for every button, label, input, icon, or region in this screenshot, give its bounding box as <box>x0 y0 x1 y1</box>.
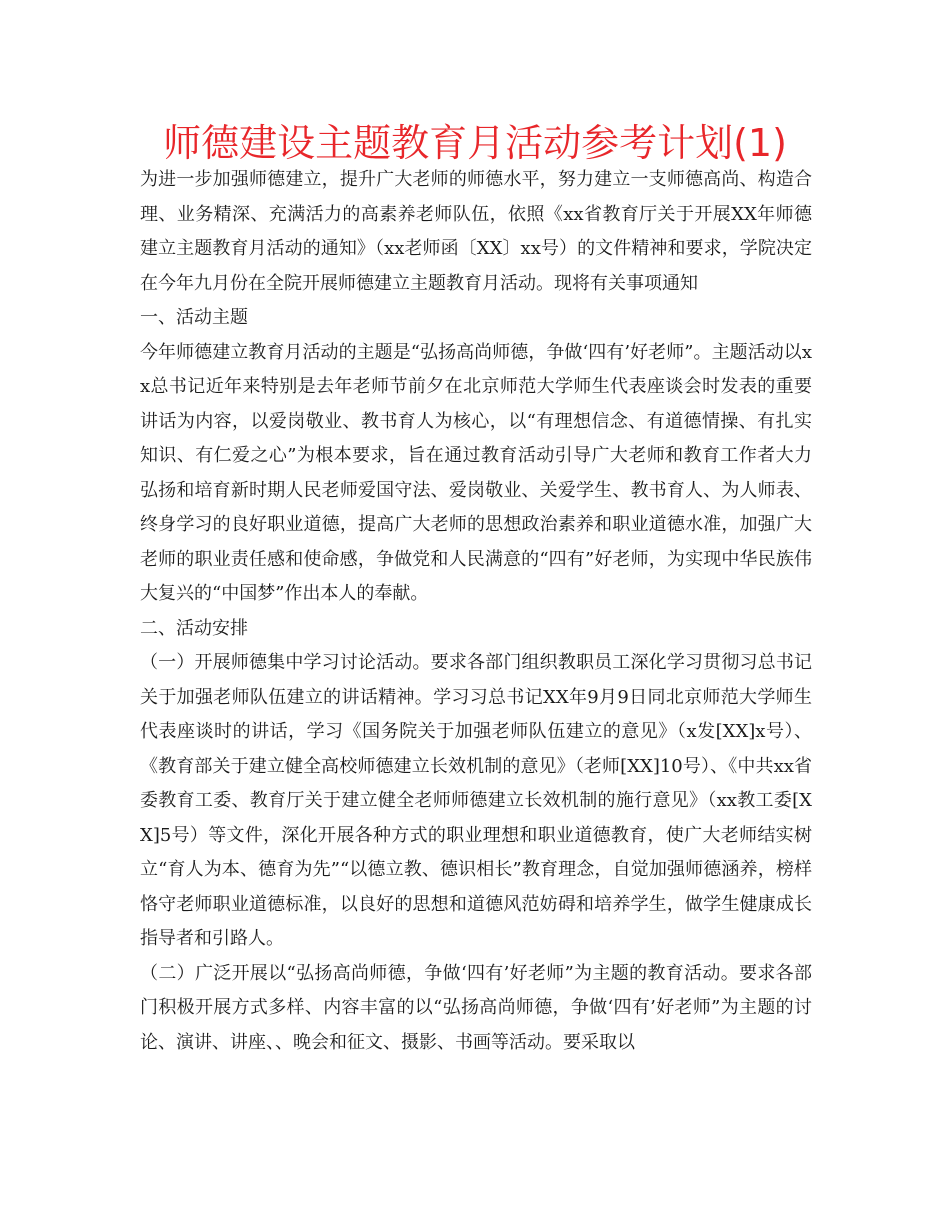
intro-paragraph: 为进一步加强师德建立，提升广大老师的师德水平，努力建立一支师德高尚、构造合理、业务精深、充满活力的高素养老师队伍，依照《xx省教育厅关于开展XX年师德建立主题教育月活动的通知》（xx老师函〔XX〕xx号）的文件精神和要求，学院决定在今年九月份在全院开展师德建立主题教育月活动。现将有关事项通知 <box>140 169 812 294</box>
arrangement-item-2: （二）广泛开展以“弘扬高尚师德，争做‘四有’好老师”为主题的教育活动。要求各部门积极开展方式多样、内容丰富的以“弘扬高尚师德，争做‘四有’好老师”为主题的讨论、演讲、讲座、、晚会和征文、摄影、书画等活动。要采取以 <box>140 962 812 1053</box>
document-title: 师德建设主题教育月活动参考计划(1) <box>163 121 787 165</box>
section-heading-arrangement: 二、活动安排 <box>140 617 248 639</box>
arrangement-item-1: （一）开展师德集中学习讨论活动。要求各部门组织教职员工深化学习贯彻习总书记关于加强老师队伍建立的讲话精神。学习习总书记XX年9月9日同北京师范大学师生代表座谈时的讲话，学习《国务院关于加强老师队伍建立的意见》（x发[XX]x号）、《教育部关于建立健全高校师德建立长效机制的意见》（老师[XX]10号）、《中共xx省委教育工委、教育厅关于建立健全老师师德建立长效机制的施行意见》（xx教工委[XX]5号）等文件，深化开展各种方式的职业理想和职业道德教育，使广大老师结实树立“育人为本、德育为先”“以德立教、德识相长”教育理念，自觉加强师德涵养，榜样恪守老师职业道德标准，以良好的思想和道德风范妨碍和培养学生，做学生健康成长指导者和引路人。 <box>140 652 812 949</box>
document-body <box>140 163 812 1060</box>
section-heading-theme: 一、活动主题 <box>140 307 248 328</box>
theme-paragraph: 今年师德建立教育月活动的主题是“弘扬高尚师德，争做‘四有’好老师”。主题活动以xx总书记近年来特别是去年老师节前夕在北京师范大学师生代表座谈会时发表的重要讲话为内容，以爱岗敬业、教书育人为核心，以“有理想信念、有道德情操、有扎实知识、有仁爱之心”为根本要求，旨在通过教育活动引导广大老师和教育工作者大力弘扬和培育新时期人民老师爱国守法、爱岗敬业、关爱学生、教书育人、为人师表、终身学习的良好职业道德，提高广大老师的思想政治素养和职业道德水准，加强广大老师的职业责任感和使命感，争做党和人民满意的“四有”好老师，为实现中华民族伟大复兴的“中国梦”作出本人的奉献。 <box>140 341 812 604</box>
